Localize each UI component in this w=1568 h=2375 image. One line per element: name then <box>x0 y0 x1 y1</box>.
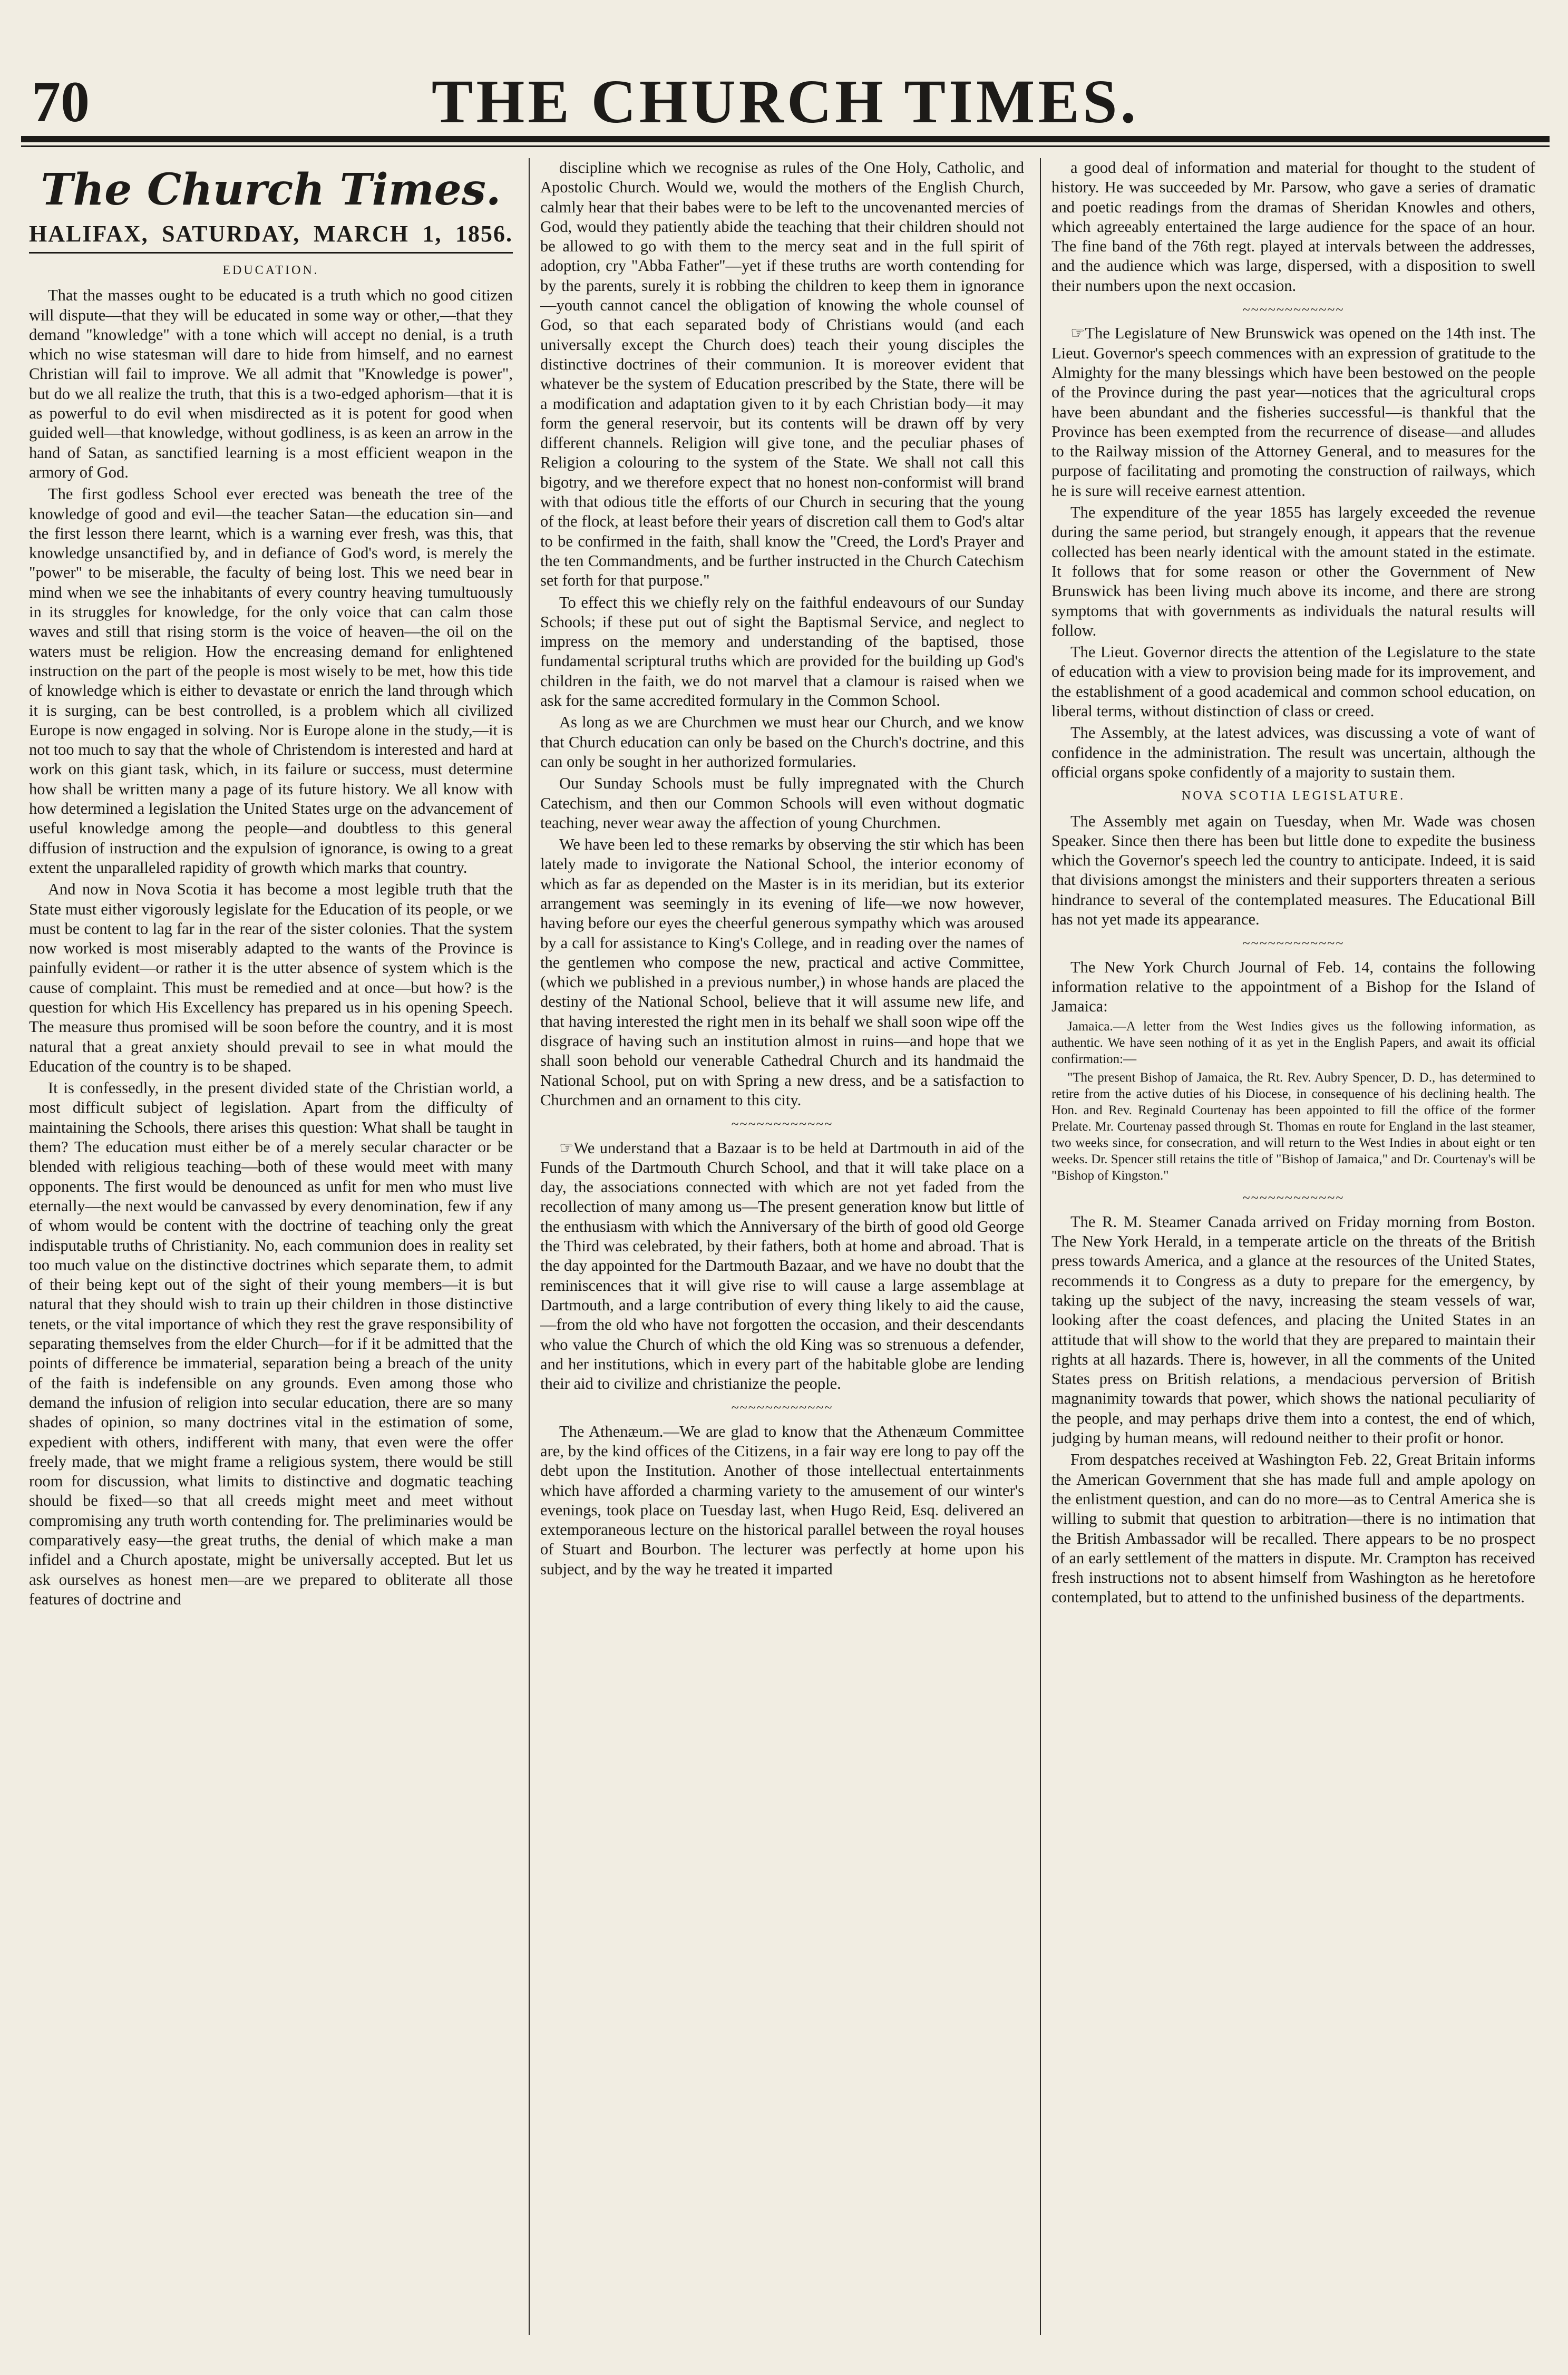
bazaar-notice: ☞We understand that a Bazaar is to be held at Dartmouth in aid of the Funds of the Dartmouth Church School, and that it will take place on a day, the associations connected with which are not yet faded from the recollection of many among us—The present generation know but little of the enthusiasm with which the Anniversary of the birth of good old George the Third was celebrated, by their fathers, both at home and abroad. That is the day appointed for the Dartmouth Bazaar, and we have no doubt that the reminiscences that it will give rise to will cause a large assemblage at Dartmouth, and a large contribution of every thing likely to aid the cause,—from the old who have not forgotten the occasion, and their descendants who value the Church of which the old King was so strenuous a defender, and her institutions, which in every part of the habitable globe are lending their aid to civilize and christianize the people. <box>540 1138 1024 1393</box>
article-paragraph: The Assembly met again on Tuesday, when Mr. Wade was chosen Speaker. Since then there has been but little done to expedite the business which the Governor's speech led the country to anticipate. Indeed, it is said that divisions amongst the ministers and their supporters threaten a serious hindrance to several of the contemplated measures. The Educational Bill has not yet made its appearance. <box>1051 812 1535 928</box>
article-paragraph: As long as we are Churchmen we must hear our Church, and we know that Church education can only be based on the Church's doctrine, and this can only be sought in her authorized formularies. <box>540 713 1024 771</box>
article-paragraph: That the masses ought to be educated is a truth which no good citizen will dispute—that they will be educated in some way or other,—that they demand "knowledge" with a tone which will accept no denial, is a truth which no wise statesman will dare to hide from himself, and no earnest Christian will fail to improve. We all admit that "Knowledge is power", but do we all realize the truth, that this is a two-edged aphorism—that it is as powerful to do evil when misdirected as it is potent for good when guided well—that knowledge, without godliness, is as keen an arrow in the hand of Satan, as sanctified learning is a most efficient weapon in the armory of God. <box>29 286 513 481</box>
new-brunswick-notice: ☞The Legislature of New Brunswick was opened on the 14th inst. The Lieut. Governor's speech commences with an expression of gratitude to the Almighty for the many blessings which have been bestowed on the people of the Province during the past year—notices that the agricultural crops have been abundant and the fisheries successful—is thankful that the Province has been exempted from the recurrence of disease—and alludes to the Railway mission of the Attorney General, and to measures for the purpose of facilitating and promoting the construction of railways, which he is sure will receive earnest attention. <box>1051 324 1535 500</box>
article-paragraph: The Assembly, at the latest advices, was discussing a vote of want of confidence in the administration. The result was uncertain, although the official organs spoke confidently of a majority to sustain them. <box>1051 724 1535 781</box>
header-rule-thin <box>21 145 1550 147</box>
section-title-legislature: NOVA SCOTIA LEGISLATURE. <box>1181 789 1406 803</box>
column-divider <box>529 158 530 2335</box>
quote-paragraph: Jamaica.—A letter from the West Indies gives us the following information, as authentic. We have seen nothing of it as yet in the English Papers, and await its official confirmation:— <box>1051 1019 1535 1067</box>
article-paragraph: The Lieut. Governor directs the attention of the Legislature to the state of education with a view to provision being made for its improvement, and the establishment of a good academical and common school education, on liberal terms, without distinction of class or creed. <box>1051 643 1535 721</box>
header-rule-thick <box>21 136 1550 142</box>
separator-ornament: ~~~~~~~~~~~~ <box>731 1116 833 1132</box>
article-paragraph: Our Sunday Schools must be fully impregnated with the Church Catechism, and then our Common Schools will even without dogmatic teaching, never wear away the affection of young Churchmen. <box>540 774 1024 832</box>
article-paragraph: To effect this we chiefly rely on the faithful endeavours of our Sunday Schools; if these put out of sight the Baptismal Service, and neglect to impress on the memory and understanding of the baptised, those fundamental scriptural truths which are provided for the building up God's children in the faith, we do not marvel that a clamour is raised when we ask for the same accredited formulary in the Common School. <box>540 593 1024 710</box>
article-paragraph: The expenditure of the year 1855 has largely exceeded the revenue during the same period, but strangely enough, it appears that the revenue collected has been nearly identical with the amount stated in the estimate. It follows that for some reason or other the Government of New Brunswick has been living much above its income, and there are strong symptoms that with governments as individuals the natural results will follow. <box>1051 503 1535 639</box>
article-paragraph: It is confessedly, in the present divided state of the Christian world, a most difficult subject of legislation. Apart from the difficulty of maintaining the Schools, there arises this question: What shall be taught in them? The education must either be of a merely secular character or be blended with religious teaching—both of these would meet with many opponents. The first would be denounced as unfit for men who must live eternally—the next would be canvassed by every denomination, few if any of whom would be content with the doctrine of teaching only the great indisputable truths of Christianity. No, each communion does in reality set too much value on the distinctive doctrines which separate them, to admit of their being kept out of the sight of their young members—it is but natural that they should wish to train up their children in those distinctive tenets, or the vital importance of which they rest the grave responsibility of separating themselves from the elder Church—for if it be admitted that the points of difference be immaterial, separation being a breach of the unity of the faith is indefensible on any grounds. Even among those who demand the infusion of religion into secular education, there are so many shades of opinion, so many doctrines vital in the estimation of some, expedient with others, indifferent with many, that even were the offer freely made, that we might frame a religious system, there would be still room for discussion, what limits to distinctive and dogmatic teaching should be fixed—so that all creeds might meet and meet without compromising any truth worth contending for. The preliminaries would be comparatively easy—the great truths, the denial of which make a man infidel and a Church apostate, might be universally accepted. But let us ask ourselves as honest men—are we prepared to obliterate all those features of doctrine and <box>29 1079 513 1608</box>
separator-ornament: ~~~~~~~~~~~~ <box>1242 302 1345 318</box>
column-divider <box>1040 158 1041 2335</box>
article-paragraph: And now in Nova Scotia it has become a most legible truth that the State must either vigorously legislate for the Education of its people, or we must be content to lag far in the rear of the sister colonies. That the system now worked is most miserably adapted to the wants of the Province is painfully evident—or rather it is the utter absence of system which is the cause of complaint. This must be remedied and at once—but how? is the question for which His Excellency has prepared us in his opening Speech. The measure thus promised will be soon before the country, and it is most natural that a great anxiety should prevail to see in what mould the Education of the country is to be shaped. <box>29 880 513 1075</box>
jamaica-quote <box>1051 1018 1535 1184</box>
steamer-notice: The R. M. Steamer Canada arrived on Friday morning from Boston. The New York Herald, in a temperate article on the threats of the British press towards America, and a glance at the resources of the United States, recommends it to Congress as a duty to prepare for the emergency, by taking up the subject of the navy, increasing the steam vessels of war, looking after the coast defences, and placing the United States in an attitude that will show to the world that they are prepared to maintain their rights at all hazards. There is, however, in all the comments of the United States press on British relations, a mendacious perversion of British magnanimity towards that power, which shows the national peculiarity of the people, and may perhaps drive them into a contest, the end of which, judging by human means, will redound neither to their profit or honor. <box>1051 1212 1535 1447</box>
column-3 <box>1051 158 1535 2335</box>
article-paragraph: discipline which we recognise as rules of the One Holy, Catholic, and Apostolic Church. Would we, would the mothers of the English Church, calmly hear that their babes were to be left to the uncovenanted mercies of God, would they patiently abide the teaching that their children should not be allowed to go with them to the mercy seat and in the full spirit of adoption, cry "Abba Father"—yet if these truths are worth contending for by the parents, surely it is robbing the children to keep them in ignorance—youth cannot cancel the obligation of knowing the whole counsel of God, so that each separated body of Christians would (and each universally except the Church does) teach their young disciples the distinctive doctrines of their communion. It is moreover evident that whatever be the system of Education prescribed by the State, there will be a modification and adaptation given to it by each Christian body—it may form the general reservoir, but its contents will be drawn off by very different channels. Religion will give tone, and the peculiar phases of Religion a colouring to the system of the State. We shall not call this bigotry, and we therefore expect that no honest non-conformist will brand with that odious title the efforts of our Church in securing that the young of the flock, at least before their years of discretion call them to God's altar to be confirmed in the faith, shall know the "Creed, the Lord's Prayer and the ten Commandments, and be further instructed in the Church Catechism set forth for that purpose." <box>540 159 1024 590</box>
separator-ornament: ~~~~~~~~~~~~ <box>1242 1190 1345 1206</box>
quote-paragraph: "The present Bishop of Jamaica, the Rt. Rev. Aubry Spencer, D. D., has determined to retire from the active duties of his Diocese, in consequence of his declining health. The Hon. and Rev. Reginald Courtenay has been appointed to fill the office of the former Prelate. Mr. Courtenay passed through St. Thomas en route for England in the last steamer, two weeks since, for consecration, and will return to the West Indies in about eight or ten weeks. Dr. Spencer still retains the title of "Bishop of Jamaica," and Dr. Courtenay's will be "Bishop of Kingston." <box>1051 1070 1535 1183</box>
page-number: 70 <box>32 70 90 134</box>
article-paragraph: The first godless School ever erected was beneath the tree of the knowledge of good and evil—the teacher Satan—the education sin—and the first lesson there learnt, which is a warning ever fresh, was this, that knowledge unsanctified by, and in defiance of God's word, is merely the "power" to be miserable, the faculty of being lost. This we need bear in mind when we see the inhabitants of every country heaving tumultuously in its struggles for knowledge, for the only voice that can calm those waves and still that rising storm is the voice of heaven—the oil on the waters must be religion. How the encreasing demand for enlightened instruction on the part of the people is most wisely to be met, how this tide of knowledge which is either to devastate or enrich the land through which it is surging, can be best controlled, is a problem which all civilized Europe is now engaged in solving. Nor is Europe alone in the study,—it is not too much to say that the whole of Christendom is interested and hard at work on this giant task, which, in its failure or success, must determine how shall be written many a page of its future history. We all know with how determined a legislation the United States urge on the advancement of useful knowledge among the people—and doubtless to this general diffusion of instruction and the expulsion of ignorance, is owing to a great extent the unparalleled rapidity of growth which marks that country. <box>29 485 513 877</box>
article-paragraph: From despatches received at Washington Feb. 22, Great Britain informs the American Government that she has made full and ample apology on the enlistment question, and can do no more—as to Central America she is willing to submit that question to arbitration—there is no intimation that the British Ambassador will be recalled. There appears to be no prospect of an early settlement of the matters in dispute. Mr. Crampton has received fresh instructions not to absent himself from Washington as he heretofore contemplated, but to attend to the unfinished business of the departments. <box>1051 1451 1535 1607</box>
page-header <box>21 53 1550 142</box>
separator-ornament: ~~~~~~~~~~~~ <box>1242 936 1345 951</box>
dateline: HALIFAX, SATURDAY, MARCH 1, 1856. <box>29 221 513 247</box>
separator-ornament: ~~~~~~~~~~~~ <box>731 1400 833 1416</box>
nameplate: The Church Times. <box>41 164 501 215</box>
dateline-rule <box>29 252 513 254</box>
masthead-title: THE CHURCH TIMES. <box>431 67 1140 136</box>
article-paragraph: a good deal of information and material for thought to the student of history. He was succeeded by Mr. Parsow, who gave a series of dramatic and poetic readings from the dramas of Sheridan Knowles and others, which agreeably entertained the large audience for the space of an hour. The fine band of the 76th regt. played at intervals between the addresses, and the audience which was large, dispersed, with a disposition to swell their numbers upon the next occasion. <box>1051 159 1535 295</box>
athenaeum-notice: The Athenæum.—We are glad to know that the Athenæum Committee are, by the kind offices of the Citizens, in a fair way ere long to pay off the debt upon the Institution. Another of those intellectual entertainments which have afforded a charming variety to the amusement of our winter's evenings, took place on Tuesday last, when Hugo Reid, Esq. delivered an extemporaneous lecture on the historical parallel between the royal houses of Stuart and Bourbon. The lecturer was perfectly at home upon his subject, and by the way he treated it imparted <box>540 1422 1024 1578</box>
article-paragraph: We have been led to these remarks by observing the stir which has been lately made to invigorate the National School, the interior economy of which as far as depended on the Master is in its meridian, but its exterior arrangement was seemingly in its evening of life—we now however, having before our eyes the cheerful generous sympathy which was aroused by a call for assistance to King's College, and in reading over the names of the gentlemen who compose the new, practical and active Committee, (which we published in a previous number,) in whose hands are placed the destiny of the National School, believe that it will assume new life, and that having interested the right men in its behalf we shall soon wipe off the disgrace of having such an institution almost in ruins—and hope that we shall soon behold our venerable Cathedral Church and its handmaid the National School, put on with Spring a new dress, and be a satisfaction to Churchmen and an ornament to this city. <box>540 835 1024 1109</box>
column-2 <box>540 158 1024 2335</box>
column-1 <box>29 158 513 2335</box>
section-title-education: EDUCATION. <box>222 264 319 277</box>
article-paragraph: The New York Church Journal of Feb. 14, contains the following information relative to the appointment of a Bishop for the Island of Jamaica: <box>1051 958 1535 1016</box>
